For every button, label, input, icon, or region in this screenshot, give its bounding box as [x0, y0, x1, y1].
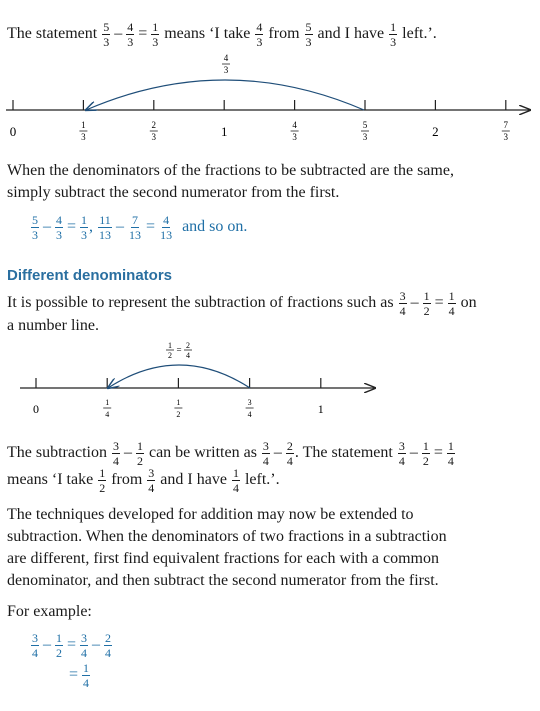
example-tail: and so on. [182, 218, 248, 236]
numerator: 5 [103, 20, 110, 34]
tick-label-numerator: 3 [247, 398, 252, 407]
denominator: 4 [83, 676, 90, 690]
paragraph-different-denominators [7, 290, 477, 337]
denominator: 3 [256, 35, 263, 49]
tick-label: 1 [220, 124, 228, 139]
fraction [98, 214, 112, 241]
minus-sign: – [43, 218, 51, 236]
minus-sign: – [92, 636, 101, 654]
worked-example-line [30, 632, 113, 662]
numerator: 1 [422, 439, 429, 453]
numerator: 1 [232, 466, 239, 480]
fraction [55, 214, 63, 241]
denominator: 3 [56, 228, 62, 242]
tick [502, 100, 510, 142]
subtraction-arc [108, 365, 250, 388]
tick-label-numerator: 5 [362, 120, 368, 130]
fraction [55, 632, 63, 659]
fraction [447, 440, 455, 467]
numerator: 3 [398, 439, 405, 453]
denominator: 4 [398, 454, 405, 468]
tick-label-numerator: 7 [503, 120, 509, 130]
equals-sign: = [138, 25, 148, 43]
denominator: 4 [262, 454, 269, 468]
fraction [448, 290, 456, 317]
numerator: 7 [132, 213, 139, 227]
numerator: 3 [399, 289, 406, 303]
numerator: 3 [148, 466, 155, 480]
numerator: 2 [105, 631, 112, 645]
tick [150, 100, 158, 142]
intro-text: from [268, 25, 300, 43]
equals-sign: = [433, 444, 443, 462]
denominator: 4 [232, 481, 239, 495]
paragraph-text: The subtraction [7, 444, 107, 462]
minus-sign: – [273, 444, 282, 462]
example-label: For example: [7, 603, 92, 620]
denominator: 2 [423, 304, 430, 318]
section-heading: Different denominators [7, 267, 173, 284]
fraction [112, 440, 120, 467]
numerator: 4 [127, 20, 134, 34]
tick-label-numerator: 2 [151, 120, 157, 130]
tick-label-denominator: 4 [105, 410, 110, 419]
denominator: 13 [160, 228, 173, 242]
paragraph-text: It is possible to represent the subtraction of fractions such as [7, 294, 394, 312]
tick [79, 100, 87, 142]
minus-sign: – [410, 294, 419, 312]
paragraph-text: on [460, 294, 477, 312]
fraction [255, 21, 263, 48]
numerator: 1 [447, 439, 454, 453]
denominator: 2 [56, 646, 62, 660]
tick-label-denominator: 3 [362, 132, 368, 142]
worked-example [30, 632, 113, 689]
example-same-denominators [30, 214, 247, 241]
numerator: 4 [163, 213, 170, 227]
fraction [104, 632, 112, 659]
denominator: 2 [99, 481, 106, 495]
tick-label: 0 [9, 124, 17, 139]
worked-example-line [30, 662, 113, 689]
equals-sign: = [69, 666, 79, 684]
paragraph-same-denominators [7, 160, 454, 204]
paragraph-line [7, 467, 456, 494]
fraction [128, 214, 142, 241]
comma: , [89, 218, 94, 236]
denominator: 2 [422, 454, 429, 468]
numerator: 3 [32, 631, 38, 645]
denominator: 4 [448, 304, 455, 318]
fraction [398, 440, 406, 467]
paragraph-line: The techniques developed for addition may now be extended to [7, 506, 414, 523]
tick-label-numerator: 1 [105, 398, 110, 407]
tick-label-denominator: 4 [247, 410, 252, 419]
arc-label [166, 341, 192, 360]
intro-statement [7, 21, 437, 48]
paragraph-line [7, 440, 456, 467]
intro-prefix: The statement [7, 25, 98, 43]
minus-sign: – [123, 444, 132, 462]
paragraph-line: When the denominators of the fractions to be subtracted are the same, [7, 162, 454, 179]
paragraph-line [7, 290, 477, 317]
paragraph-text: can be written as [148, 444, 257, 462]
tick [174, 378, 182, 419]
paragraph-text: from [111, 471, 143, 489]
numerator: 1 [81, 213, 88, 227]
paragraph-line: denominator, and then subtract the second numerator from the first. [7, 572, 439, 589]
subtraction-arc [86, 80, 364, 110]
tick [221, 100, 228, 139]
denominator: 3 [81, 228, 88, 242]
equals-sign: = [434, 294, 444, 312]
paragraph-subtraction-rewrite [7, 440, 456, 494]
numerator: 3 [81, 631, 88, 645]
tick [432, 100, 439, 139]
fraction [98, 467, 106, 494]
fraction [286, 440, 294, 467]
numerator: 4 [256, 20, 263, 34]
tick [10, 100, 17, 139]
denominator: 4 [399, 304, 406, 318]
denominator: 4 [447, 454, 454, 468]
denominator: 3 [127, 35, 134, 49]
paragraph-line: subtraction. When the denominators of two fractions in a subtraction [7, 528, 447, 545]
number-line-quarters [0, 340, 540, 420]
fraction [423, 290, 431, 317]
fraction [136, 440, 144, 467]
fraction [389, 21, 397, 48]
numerator: 4 [56, 213, 62, 227]
numerator: 1 [448, 289, 455, 303]
arc-label-numerator: 1 [168, 341, 172, 350]
number-line-thirds [0, 52, 540, 152]
arc-label-numerator: 2 [186, 341, 190, 350]
tick-label: 1 [317, 402, 324, 416]
fraction [80, 214, 88, 241]
numerator: 5 [32, 213, 38, 227]
numerator: 1 [390, 20, 397, 34]
numerator: 2 [286, 439, 293, 453]
intro-text: and I have [317, 25, 385, 43]
arc-label-denominator: 4 [186, 351, 190, 360]
numerator: 1 [152, 20, 159, 34]
denominator: 13 [129, 228, 142, 242]
tick-label-numerator: 1 [176, 398, 181, 407]
denominator: 3 [305, 35, 312, 49]
equals-sign: = [67, 636, 77, 654]
fraction [422, 440, 430, 467]
arc-label-numerator: 4 [223, 53, 229, 63]
arc-label-equals: = [176, 345, 182, 355]
fraction [399, 290, 407, 317]
denominator: 4 [105, 646, 112, 660]
numerator: 1 [56, 631, 62, 645]
tick [33, 378, 39, 416]
numerator: 11 [99, 213, 111, 227]
denominator: 3 [390, 35, 397, 49]
denominator: 4 [112, 454, 119, 468]
numerator: 1 [83, 661, 90, 675]
tick [318, 378, 324, 416]
minus-sign: – [43, 636, 51, 654]
tick [361, 100, 369, 142]
denominator: 4 [148, 481, 155, 495]
tick-label-denominator: 3 [81, 132, 86, 142]
paragraph-text: means ‘I take [7, 471, 94, 489]
fraction [262, 440, 270, 467]
fraction [151, 21, 159, 48]
numerator: 5 [305, 20, 312, 34]
numerator: 1 [423, 289, 430, 303]
tick [103, 378, 111, 419]
tick [291, 100, 299, 142]
paragraph-techniques [7, 504, 447, 592]
intro-text: left.’. [402, 25, 437, 43]
minus-sign: – [116, 218, 125, 236]
paragraph-text: and I have [160, 471, 227, 489]
fraction [31, 214, 39, 241]
denominator: 3 [152, 35, 159, 49]
fraction [232, 467, 240, 494]
fraction [80, 632, 88, 659]
paragraph-line: a number line. [7, 317, 99, 334]
tick-label-numerator: 4 [292, 120, 297, 130]
equals-sign: = [67, 218, 77, 236]
numerator: 1 [136, 439, 143, 453]
paragraph-line: are different, first find equivalent fractions for each with a common [7, 550, 439, 567]
denominator: 4 [32, 646, 38, 660]
fraction [82, 662, 90, 689]
minus-sign: – [114, 25, 123, 43]
arc-label [222, 53, 230, 75]
tick [246, 378, 254, 419]
tick-label: 2 [432, 124, 439, 139]
intro-text: means ‘I take [164, 25, 251, 43]
fraction [147, 467, 155, 494]
fraction [102, 21, 110, 48]
arc-label-denominator: 3 [223, 65, 229, 75]
numerator: 1 [99, 466, 106, 480]
paragraph-text: . The statement [294, 444, 393, 462]
numerator: 3 [262, 439, 269, 453]
denominator: 3 [32, 228, 38, 242]
tick-label-denominator: 2 [176, 410, 181, 419]
denominator: 3 [103, 35, 110, 49]
fraction [31, 632, 39, 659]
tick-label-numerator: 1 [81, 120, 86, 130]
tick-label: 0 [33, 402, 39, 416]
tick-label-denominator: 3 [151, 132, 157, 142]
paragraph-line: simply subtract the second numerator from the first. [7, 184, 340, 201]
fraction [159, 214, 173, 241]
fraction [126, 21, 134, 48]
tick-label-denominator: 3 [503, 132, 509, 142]
denominator: 13 [99, 228, 112, 242]
paragraph-text: left.’. [244, 471, 280, 489]
tick-label-denominator: 3 [292, 132, 297, 142]
denominator: 4 [286, 454, 293, 468]
minus-sign: – [409, 444, 418, 462]
denominator: 4 [81, 646, 88, 660]
arc-label-denominator: 2 [168, 351, 172, 360]
denominator: 2 [136, 454, 143, 468]
fraction [305, 21, 313, 48]
numerator: 3 [112, 439, 119, 453]
equals-sign: = [146, 218, 156, 236]
